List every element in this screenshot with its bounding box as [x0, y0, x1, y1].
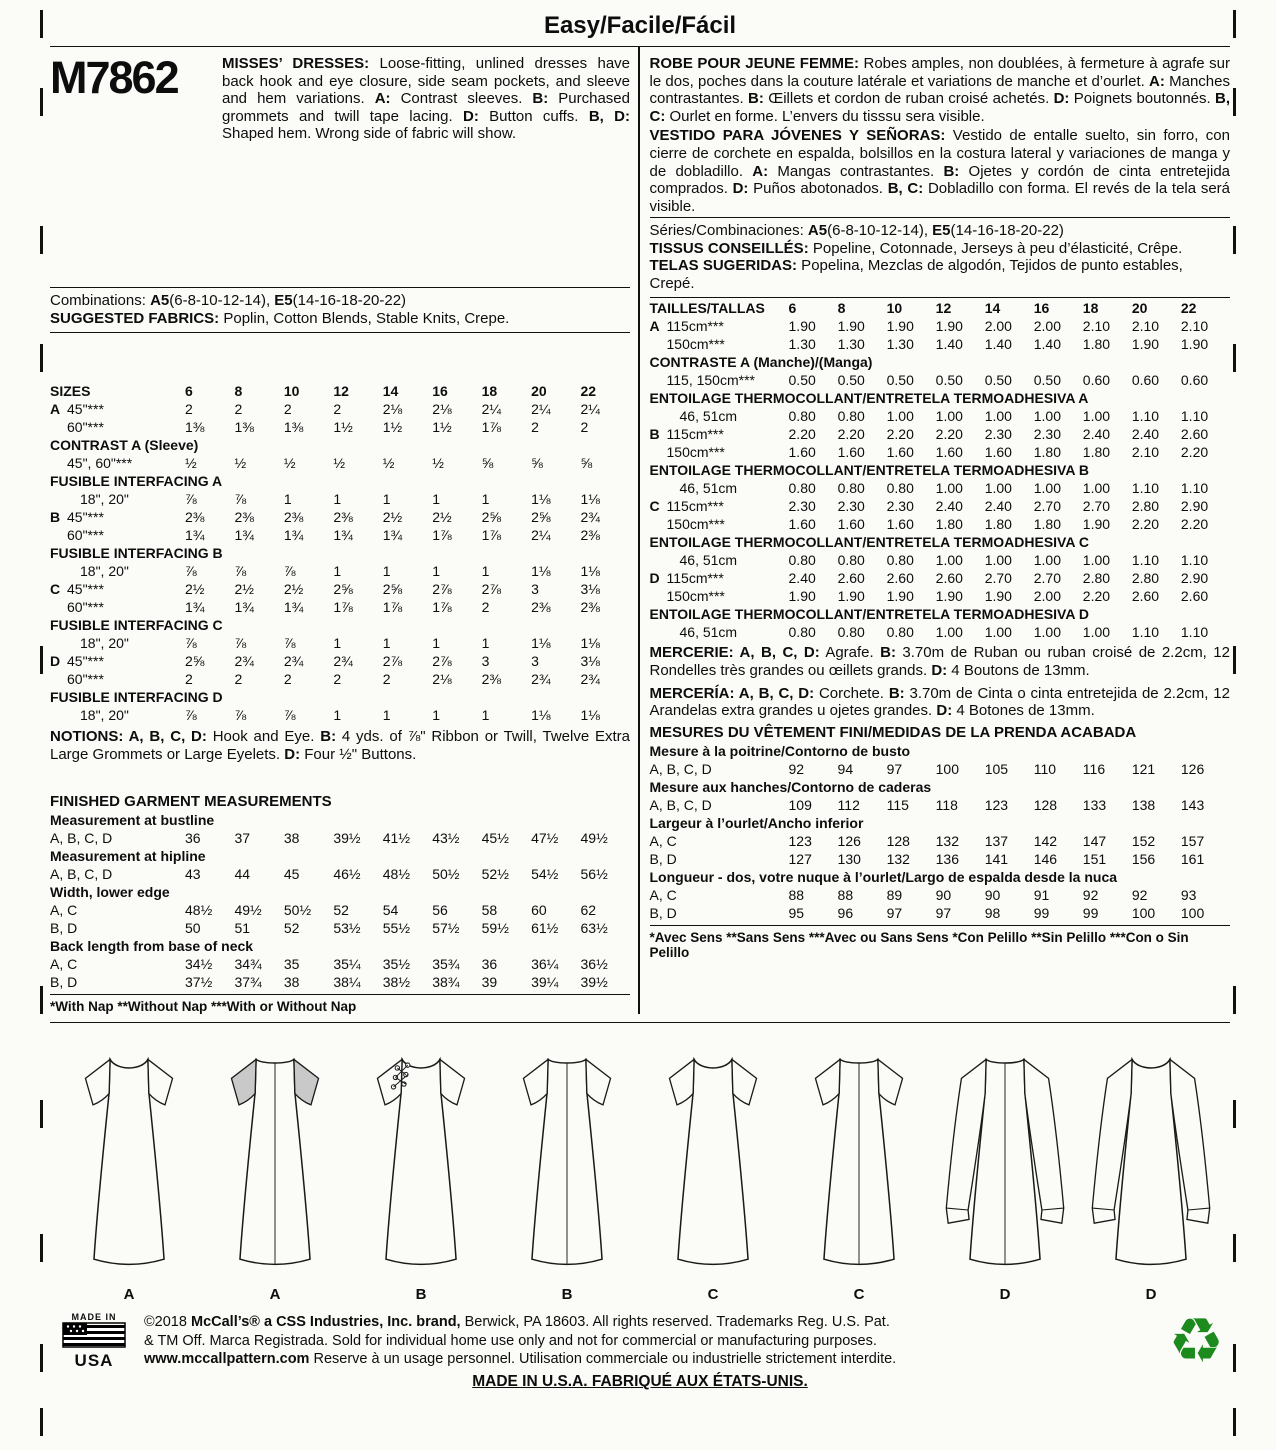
- dress-drawing: [204, 1033, 346, 1279]
- dress-drawing: [934, 1033, 1076, 1279]
- table-row: Mesure à la poitrine/Contorno de busto: [649, 742, 911, 759]
- table-row: 18", 20" ⅞ ⅞ ⅞ 1 1 1 1 1⅛ 1⅛: [80, 707, 600, 723]
- table-row: A 45"*** 2 2 2 2 2⅛ 2⅛ 2¼ 2¼ 2¼: [50, 401, 600, 417]
- title-block: [50, 52, 631, 281]
- made-in-usa-logo: MADE IN USA: [58, 1313, 130, 1369]
- dress-drawing: [1080, 1033, 1222, 1279]
- crop-mark: [1233, 1100, 1236, 1128]
- yardage-table-imperial: [50, 381, 630, 723]
- table-row: Mesure aux hanches/Contorno de caderas: [649, 778, 932, 795]
- content-columns: [50, 47, 1230, 1023]
- table-row: B, D 50 51 52 53½ 55½ 57½ 59½ 61½ 63½: [50, 920, 608, 937]
- copyright-line-3[interactable]: www.mccallpattern.com Reserve à un usage personnel. Utilisation commerciale ou industrielle strictement interdite.: [144, 1351, 897, 1368]
- crop-mark: [40, 344, 43, 372]
- dress-drawing: [788, 1033, 930, 1279]
- made-in-usa-line: MADE IN U.S.A. FABRIQUÉ AUX ÉTATS-UNIS.: [472, 1373, 808, 1391]
- combinations-en: Combinations: A5(6-8-10-12-14), E5(14-16-18-20-22): [50, 287, 630, 310]
- copyright-line-2: & TM Off. Marca Registrada. Sold for individual home use only and not for commercial or manufacturing purposes.: [144, 1332, 877, 1349]
- garment-view-label: D: [1145, 1286, 1157, 1304]
- table-row: FUSIBLE INTERFACING D: [50, 689, 223, 705]
- table-row: C 115cm*** 2.30 2.30 2.30 2.40 2.40 2.70 2.70 2.80 2.90: [649, 498, 1209, 515]
- table-row: A, B, C, D 109 112 115 118 123 128 133 138 143: [649, 796, 1205, 813]
- crop-mark: [1233, 10, 1236, 38]
- table-row: 46, 51cm 0.80 0.80 0.80 1.00 1.00 1.00 1.00 1.10 1.10: [679, 552, 1209, 569]
- garment-view-label: C: [707, 1286, 719, 1304]
- table-row: ENTOILAGE THERMOCOLLANT/ENTRETELA TERMOADHESIVA D: [649, 606, 1089, 623]
- copyright-line-1: ©2018 McCall’s® a CSS Industries, Inc. brand, Berwick, PA 18603. All rights reserved. Trademarks Reg. U.S. Pat.: [144, 1314, 890, 1331]
- garment-view-d-front: [1080, 1033, 1222, 1311]
- garment-view-label: A: [269, 1286, 281, 1304]
- crop-mark: [1233, 1344, 1236, 1372]
- crop-mark: [1233, 986, 1236, 1014]
- table-row: 60"*** 1¾ 1¾ 1¾ 1¾ 1¾ 1⅞ 1⅞ 2¼ 2⅜: [67, 527, 600, 543]
- table-row: CONTRAST A (Sleeve): [50, 437, 199, 453]
- table-row: Measurement at hipline: [50, 848, 206, 865]
- yardage-table-metric: [650, 298, 1231, 640]
- table-row: B, D 127 130 132 136 141 146 151 156 161: [649, 850, 1205, 867]
- crop-mark: [40, 10, 43, 38]
- nap-footnote-fr-es: *Avec Sens **Sans Sens ***Avec ou Sans Sens *Con Pelillo **Sin Pelillo ***Con o Sin Pelillo: [650, 925, 1231, 960]
- table-row: C 45"*** 2½ 2½ 2½ 2⅝ 2⅝ 2⅞ 2⅞ 3 3⅛: [50, 581, 600, 597]
- suggested-fabrics-es: TELAS SUGERIDAS: Popelina, Mezclas de algodón, Tejidos de punto estables, Crepé.: [650, 257, 1231, 298]
- usa-flag-icon: [62, 1322, 126, 1348]
- crop-mark: [40, 226, 43, 254]
- crop-mark: [1233, 226, 1236, 254]
- table-row: Back length from base of neck: [50, 938, 254, 955]
- table-row: 46, 51cm 0.80 0.80 0.80 1.00 1.00 1.00 1.00 1.10 1.10: [679, 624, 1209, 641]
- garment-view-c-back: [788, 1033, 930, 1311]
- description-fr: ROBE POUR JEUNE FEMME: Robes amples, non doublées, à fermeture à agrafe sur le dos, poches dans la couture latérale et variations de manche et d’ourlet. A: Manches contrastantes. B: Œillets et cordon de ruban croisé achetés. D: Poignets boutonnés. B, C: Ourlet en forme. L’envers du tisssu sera visible.: [649, 55, 1230, 125]
- difficulty-label: Easy/Facile/Fácil: [543, 12, 737, 39]
- pattern-number: M7862: [50, 52, 178, 103]
- footer: [50, 1307, 1230, 1377]
- garment-view-a-back: [204, 1033, 346, 1311]
- crop-mark: [1233, 1408, 1236, 1436]
- crop-mark: [1233, 88, 1236, 116]
- table-row: D 45"*** 2⅝ 2¾ 2¾ 2¾ 2⅞ 2⅞ 3 3 3⅛: [50, 653, 600, 669]
- crop-mark: [40, 1100, 43, 1128]
- dress-drawing: [58, 1033, 200, 1279]
- garment-view-label: D: [999, 1286, 1011, 1304]
- crop-mark: [40, 1344, 43, 1372]
- table-row: 18", 20" ⅞ ⅞ ⅞ 1 1 1 1 1⅛ 1⅛: [80, 635, 600, 651]
- table-row: CONTRASTE A (Manche)/(Manga): [649, 354, 873, 371]
- table-row: 150cm*** 1.90 1.90 1.90 1.90 1.90 2.00 2.20 2.60 2.60: [666, 588, 1209, 605]
- table-row: ENTOILAGE THERMOCOLLANT/ENTRETELA TERMOADHESIVA B: [649, 462, 1089, 479]
- table-row: FUSIBLE INTERFACING B: [50, 545, 223, 561]
- suggested-fabrics-fr: TISSUS CONSEILLÉS: Popeline, Cotonnade, Jerseys à peu d’élasticité, Crêpe.: [649, 239, 1183, 257]
- crop-mark: [40, 646, 43, 674]
- table-row: A, C 48½ 49½ 50½ 52 54 56 58 60 62: [50, 902, 597, 919]
- garment-view-label: B: [415, 1286, 427, 1304]
- finished-measurements-title-fr-es: MESURES DU VÊTEMENT FINI/MEDIDAS DE LA PRENDA ACABADA: [649, 723, 1137, 741]
- table-row: A, C 123 126 128 132 137 142 147 152 157: [649, 832, 1205, 849]
- finished-measurements-table-metric: [650, 741, 1231, 921]
- crop-mark: [1233, 646, 1236, 674]
- garment-view-label: C: [853, 1286, 865, 1304]
- garment-view-b-front: [350, 1033, 492, 1311]
- table-row: Longueur - dos, votre nuque à l’ourlet/Largo de espalda desde la nuca: [649, 868, 1118, 885]
- table-row: 60"*** 1⅜ 1⅜ 1⅜ 1½ 1½ 1½ 1⅞ 2 2: [67, 419, 589, 435]
- table-row: A, B, C, D 36 37 38 39½ 41½ 43½ 45½ 47½ 49½: [50, 830, 608, 847]
- copyright-text: [144, 1313, 1154, 1369]
- table-row: B 115cm*** 2.20 2.20 2.20 2.20 2.30 2.30 2.40 2.40 2.60: [649, 426, 1209, 443]
- table-row: 18", 20" ⅞ ⅞ ⅞ 1 1 1 1 1⅛ 1⅛: [80, 563, 600, 579]
- description-en: MISSES’ DRESSES: Loose-fitting, unlined dresses have back hook and eye closure, side seam pockets, and sleeve and hem variations. A: Contrast sleeves. B: Purchased grommets and twill tape lacing. D: Button cuffs. B, D: Shaped hem. Wrong side of fabric will show.: [222, 55, 631, 143]
- table-row: FUSIBLE INTERFACING C: [50, 617, 223, 633]
- english-column: [50, 47, 638, 1014]
- table-row: ENTOILAGE THERMOCOLLANT/ENTRETELA TERMOADHESIVA A: [649, 390, 1089, 407]
- table-row: A, B, C, D 92 94 97 100 105 110 116 121 126: [649, 760, 1205, 777]
- dress-drawing: [496, 1033, 638, 1279]
- dress-drawing: [642, 1033, 784, 1279]
- recycle-icon: ♻: [1168, 1307, 1224, 1377]
- table-row: D 115cm*** 2.40 2.60 2.60 2.60 2.70 2.70 2.80 2.80 2.90: [649, 570, 1209, 587]
- table-row: 115, 150cm*** 0.50 0.50 0.50 0.50 0.50 0.50 0.60 0.60 0.60: [666, 372, 1209, 389]
- french-spanish-column: [640, 47, 1231, 1014]
- table-row: Largeur à l’ourlet/Ancho inferior: [649, 814, 864, 831]
- crop-mark: [1233, 1234, 1236, 1262]
- table-row: B, D 95 96 97 97 98 99 99 100 100: [649, 904, 1205, 921]
- crop-mark: [40, 88, 43, 116]
- garment-view-b-back: [496, 1033, 638, 1311]
- garment-view-c-front: [642, 1033, 784, 1311]
- table-row: 150cm*** 1.30 1.30 1.30 1.40 1.40 1.40 1.80 1.90 1.90: [666, 336, 1209, 353]
- table-row: B, D 37½ 37¾ 38 38¼ 38½ 38¾ 39 39¼ 39½: [50, 974, 608, 991]
- table-row: Measurement at bustline: [50, 812, 215, 829]
- table-row: A, B, C, D 43 44 45 46½ 48½ 50½ 52½ 54½ 56½: [50, 866, 608, 883]
- garment-line-drawings: [50, 1033, 1230, 1311]
- table-row: 60"*** 2 2 2 2 2 2⅛ 2⅜ 2¾ 2¾: [67, 671, 600, 687]
- garment-view-label: B: [561, 1286, 573, 1304]
- table-row: A, C 88 88 89 90 90 91 92 92 93: [649, 886, 1197, 903]
- table-row: 46, 51cm 0.80 0.80 0.80 1.00 1.00 1.00 1.00 1.10 1.10: [679, 480, 1209, 497]
- table-row: 150cm*** 1.60 1.60 1.60 1.80 1.80 1.80 1.90 2.20 2.20: [666, 516, 1209, 533]
- nap-footnote-en: *With Nap **Without Nap ***With or Without Nap: [50, 994, 630, 1014]
- table-row: 45", 60"*** ½ ½ ½ ½ ½ ½ ⅝ ⅝ ⅝: [67, 455, 593, 471]
- table-row: 46, 51cm 0.80 0.80 1.00 1.00 1.00 1.00 1.00 1.10 1.10: [679, 408, 1209, 425]
- table-row: Width, lower edge: [50, 884, 170, 901]
- table-row: ENTOILAGE THERMOCOLLANT/ENTRETELA TERMOADHESIVA C: [649, 534, 1089, 551]
- table-row: 150cm*** 1.60 1.60 1.60 1.60 1.60 1.80 1.80 2.10 2.20: [666, 444, 1209, 461]
- combinations-fr-es: Séries/Combinaciones: A5(6-8-10-12-14), E5(14-16-18-20-22): [650, 217, 1231, 240]
- garment-view-d-back: [934, 1033, 1076, 1311]
- table-row: 60"*** 1¾ 1¾ 1¾ 1⅞ 1⅞ 1⅞ 2 2⅜ 2⅜: [67, 599, 600, 615]
- table-row: TAILLES/TALLAS 6 8 10 12 14 16 18 20 22: [649, 300, 1197, 317]
- finished-measurements-title-en: FINISHED GARMENT MEASUREMENTS: [50, 793, 332, 811]
- finished-measurements-table-imperial: [50, 810, 630, 990]
- notions-es: MERCERÍA: A, B, C, D: Corchete. B: 3.70m de Cinta o cinta entretejida de 2.2cm, 12 Arandelas extra grandes u ojetes grandes. D: 4 Botones de 13mm.: [649, 684, 1230, 720]
- description-es: VESTIDO PARA JÓVENES Y SEÑORAS: Vestido de entalle suelto, sin forro, con cierre de corchete en espalda, bolsillos en la costura lateral y variaciones de manga y de dobladillo. A: Mangas contrastantes. B: Ojetes y cordón de cinta entretejida comprados. D: Puños abotonados. B, C: Dobladillo con forma. El revés de la tela será visible.: [649, 127, 1230, 215]
- crop-mark: [40, 1234, 43, 1262]
- crop-mark: [40, 986, 43, 1014]
- crop-mark: [40, 1408, 43, 1436]
- dress-drawing: [350, 1033, 492, 1279]
- table-row: A, C 34½ 34¾ 35 35¼ 35½ 35¾ 36 36¼ 36½: [50, 956, 608, 973]
- page-header: [50, 4, 1230, 47]
- garment-view-a-front: [58, 1033, 200, 1311]
- table-row: SIZES 6 8 10 12 14 16 18 20 22: [50, 383, 597, 399]
- garment-view-label: A: [123, 1286, 135, 1304]
- table-row: A 115cm*** 1.90 1.90 1.90 1.90 2.00 2.00 2.10 2.10 2.10: [649, 318, 1209, 335]
- notions-en: NOTIONS: A, B, C, D: Hook and Eye. B: 4 yds. of ⅞" Ribbon or Twill, Twelve Extra Large Grommets or Large Eyelets. D: Four ½" Buttons.: [50, 728, 630, 763]
- table-row: B 45"*** 2⅜ 2⅜ 2⅜ 2⅜ 2½ 2½ 2⅝ 2⅝ 2¾: [50, 509, 600, 525]
- suggested-fabrics-en: SUGGESTED FABRICS: Poplin, Cotton Blends, Stable Knits, Crepe.: [50, 310, 630, 334]
- notions-fr: MERCERIE: A, B, C, D: Agrafe. B: 3.70m de Ruban ou ruban croisé de 2.2cm, 12 Rondelles très grandes ou œillets grands. D: 4 Boutons de 13mm.: [649, 644, 1230, 679]
- table-row: 18", 20" ⅞ ⅞ 1 1 1 1 1 1⅛ 1⅛: [80, 491, 600, 507]
- crop-mark: [1233, 344, 1236, 372]
- table-row: FUSIBLE INTERFACING A: [50, 473, 223, 489]
